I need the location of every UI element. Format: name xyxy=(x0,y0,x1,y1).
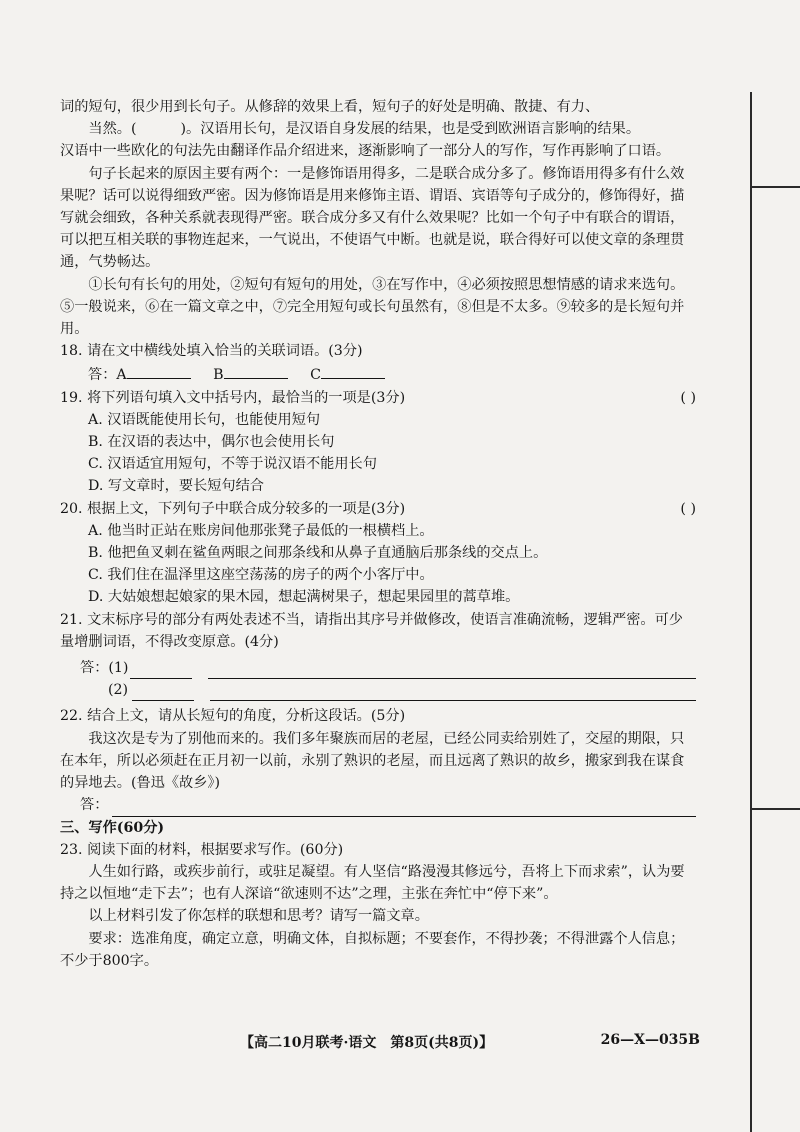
passage-line-3: 汉语中一些欧化的句法先由翻译作品介绍进来，逐渐影响了一部分人的写作，写作再影响了口语。 xyxy=(60,143,671,160)
q21-answer-row-1 xyxy=(80,657,696,679)
q21-answer-1-line[interactable] xyxy=(208,661,696,679)
margin-tick-top xyxy=(750,186,800,188)
q23-requirements: 要求：选准角度，确定立意，明确文体，自拟标题；不要套作，不得抄袭；不得泄露个人信息；不少于800字。 xyxy=(60,930,685,969)
q20-option-a: A. 他当时正站在账房间他那张凳子最低的一根横档上。 xyxy=(88,522,434,539)
q21-answer-1-label: 答：(1) xyxy=(80,660,129,677)
q18-answer-row xyxy=(88,362,696,386)
q19-option-d: D. 写文章时，要长短句结合 xyxy=(88,478,264,495)
q20-option-b: B. 他把鱼叉刺在鲨鱼两眼之间那条线和从鼻子直通脑后那条线的交点上。 xyxy=(88,545,548,562)
passage-para-3: ①长句有长句的用处，②短句有短句的用处，③在写作中，④必须按照思想情感的请求来选句。⑤一般说来，⑥在一篇文章之中，⑦完全用短句或长句虽然有，⑧但是不太多。⑨较多的是长短句并用。 xyxy=(60,276,685,338)
margin-tick-bottom xyxy=(750,808,800,810)
passage-line-2a: 当然。( xyxy=(88,121,137,138)
q18-answer-b-label: B xyxy=(213,367,224,384)
exam-content xyxy=(60,96,696,972)
q21-answer-2-label: (2) xyxy=(108,682,129,699)
q20-answer-bracket[interactable]: ( ) xyxy=(680,500,696,517)
q22-answer-row xyxy=(80,794,696,816)
q19-option-a: A. 汉语既能使用长句，也能使用短句 xyxy=(88,411,321,428)
q19-option-b: B. 在汉语的表达中，偶尔也会使用长句 xyxy=(88,434,335,451)
passage-line-1: 词的短句，很少用到长句子。从修辞的效果上看，短句子的好处是明确、散捷、有力、 xyxy=(60,99,600,115)
q18-answer-c-label: C xyxy=(310,367,321,384)
q21-answer-2-line[interactable] xyxy=(210,683,696,701)
q19-stem-row xyxy=(60,387,696,409)
q22-quote: 我这次是专为了别他而来的。我们多年聚族而居的老屋，已经公同卖给别姓了，交屋的期限，只在本年，所以必须赶在正月初一以前，永别了熟识的老屋，而且远离了熟识的故乡，搬家到我在谋食的异地去。(鲁迅《故乡》) xyxy=(60,730,685,792)
section-3-heading: 三、写作(60分) xyxy=(60,819,165,836)
footer-page-info: 【高二10月联考·语文 第8页(共8页)】 xyxy=(240,1035,494,1051)
q21-answer-1-number-blank[interactable] xyxy=(130,662,192,679)
passage-para-2: 句子长起来的原因主要有两个：一是修饰语用得多，二是联合成分多了。修饰语用得多有什么效果呢？话可以说得细致严密。因为修饰语是用来修饰主语、谓语、宾语等句子成分的，修饰得好，描写就会细致，各种关系就表现得严密。联合成分多又有什么效果呢？比如一个句子中有联合的谓语，可以把互相关联的事物连起来，一气说出，不使语气中断。也就是说，联合得好可以使文章的条理贯通，气势畅达。 xyxy=(60,165,685,271)
q20-option-c: C. 我们住在温泽里这座空荡荡的房子的两个小客厅中。 xyxy=(88,567,434,584)
q18-answer-a-label: 答：A xyxy=(88,367,127,384)
q22-stem: 22. 结合上文，请从长短句的角度，分析这段话。(5分) xyxy=(60,708,406,725)
q19-answer-bracket[interactable]: ( ) xyxy=(680,389,696,406)
q20-stem-row xyxy=(60,498,696,520)
q23-stem: 23. 阅读下面的材料，根据要求写作。(60分) xyxy=(60,841,344,858)
passage-line-2 xyxy=(60,118,696,140)
q18-blank-b[interactable] xyxy=(224,362,288,379)
q19-option-c: C. 汉语适宜用短句，不等于说汉语不能用长句 xyxy=(88,456,377,473)
footer-code: 26—X—035B xyxy=(600,1032,700,1048)
q23-material: 人生如行路，或疾步前行，或驻足凝望。有人坚信“路漫漫其修远兮，吾将上下而求索”，认为要持之以恒地“走下去”；也有人深谙“欲速则不达”之理，主张在奔忙中“停下来”。 xyxy=(60,863,685,903)
q20-stem: 20. 根据上文，下列句子中联合成分较多的一项是(3分) xyxy=(60,500,406,517)
q21-answer-row-2 xyxy=(108,679,696,701)
q18-blank-a[interactable] xyxy=(127,362,191,379)
q21-stem: 21. 文末标序号的部分有两处表述不当，请指出其序号并做修改，使语言准确流畅，逻辑严密。可少量增删词语，不得改变原意。(4分) xyxy=(60,611,683,650)
q18-stem: 18. 请在文中横线处填入恰当的关联词语。(3分) xyxy=(60,343,363,360)
binding-line xyxy=(750,92,752,1132)
passage-line-2b: )。汉语用长句，是汉语自身发展的结果，也是受到欧洲语言影响的结果。 xyxy=(180,121,641,138)
q21-answer-2-number-blank[interactable] xyxy=(132,684,194,701)
q22-answer-label: 答： xyxy=(80,797,109,814)
page-footer xyxy=(240,1032,700,1052)
q22-answer-line[interactable] xyxy=(112,799,696,817)
q20-option-d: D. 大姑娘想起娘家的果木园，想起满树果子，想起果园里的蒿草堆。 xyxy=(88,589,520,606)
q19-stem: 19. 将下列语句填入文中括号内，最恰当的一项是(3分) xyxy=(60,389,406,406)
q18-blank-c[interactable] xyxy=(321,362,385,379)
q23-prompt: 以上材料引发了你怎样的联想和思考？请写一篇文章。 xyxy=(88,908,429,925)
